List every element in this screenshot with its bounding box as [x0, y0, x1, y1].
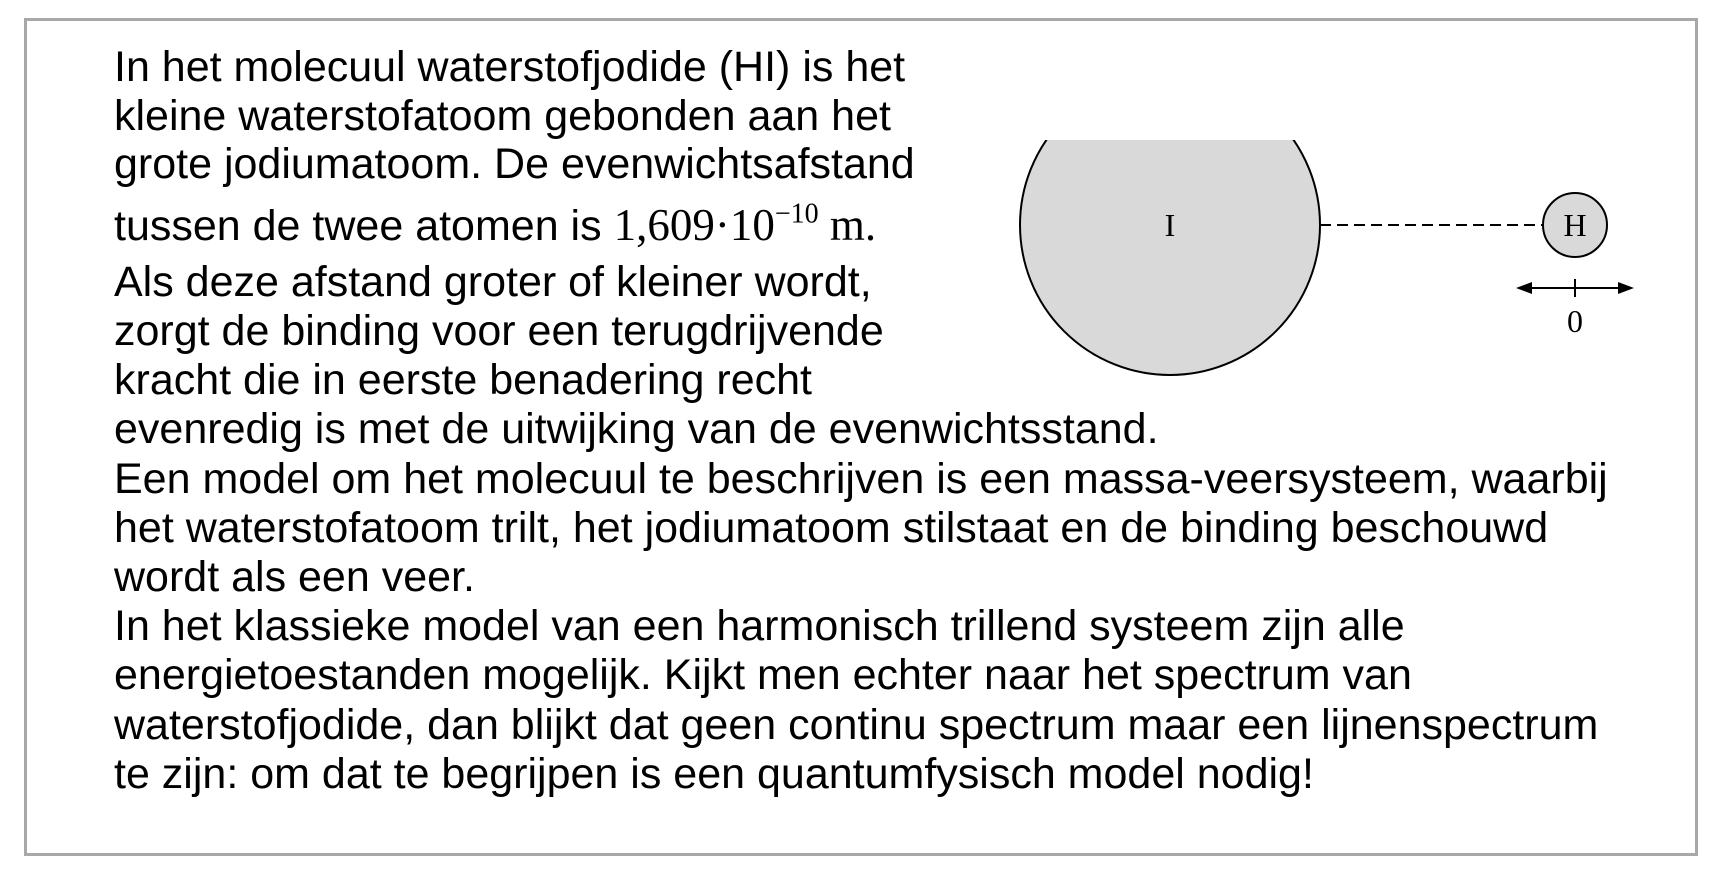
- text-line-7: kracht die in eerste benadering recht: [114, 356, 812, 404]
- distance-mantissa: 1,609: [613, 200, 715, 250]
- text-line-5: Als deze afstand groter of kleiner wordt,: [114, 258, 872, 306]
- hydrogen-label: H: [1563, 207, 1587, 243]
- text-line-10: het waterstofatoom trilt, het jodiumatoom stilstaat en de binding beschouwd: [114, 504, 1549, 552]
- iodine-atom: [1020, 140, 1320, 375]
- text-line-11: wordt als een veer.: [114, 553, 475, 601]
- text-line-8: evenredig is met de uitwijking van de evenwichtsstand.: [114, 405, 1159, 453]
- text-line-14: waterstofjodide, dan blijkt dat geen continu spectrum maar een lijnenspectrum: [114, 701, 1599, 749]
- text-line-12: In het klassieke model van een harmonisch trillend systeem zijn alle: [114, 602, 1405, 650]
- hi-molecule-diagram: [1010, 140, 1650, 380]
- text-line-15: te zijn: om dat te begrijpen is een quantumfysisch model nodig!: [114, 750, 1314, 798]
- equilibrium-label: 0: [1567, 303, 1583, 339]
- distance-dot: ·: [714, 200, 730, 250]
- text-line-13: energietoestanden mogelijk. Kijkt men echter naar het spectrum van: [114, 651, 1412, 699]
- arrow-right-icon: [1618, 282, 1634, 294]
- text-line-2: kleine waterstofatoom gebonden aan het: [114, 92, 891, 140]
- distance-value: [614, 200, 877, 250]
- text-line-4-prefix: tussen de twee atomen is: [114, 202, 614, 250]
- distance-base: 10: [729, 200, 775, 250]
- iodine-label: I: [1164, 207, 1176, 243]
- text-line-6: zorgt de binding voor een terugdrijvende: [114, 307, 884, 355]
- text-line-1: In het molecuul waterstofjodide (HI) is het: [114, 43, 906, 91]
- text-line-4: [114, 198, 877, 250]
- distance-unit: m.: [829, 200, 877, 250]
- distance-exponent: −10: [774, 198, 819, 230]
- text-line-3: grote jodiumatoom. De evenwichtsafstand: [114, 140, 915, 188]
- arrow-left-icon: [1516, 282, 1532, 294]
- text-line-9: Een model om het molecuul te beschrijven is een massa-veersysteem, waarbij: [114, 455, 1608, 503]
